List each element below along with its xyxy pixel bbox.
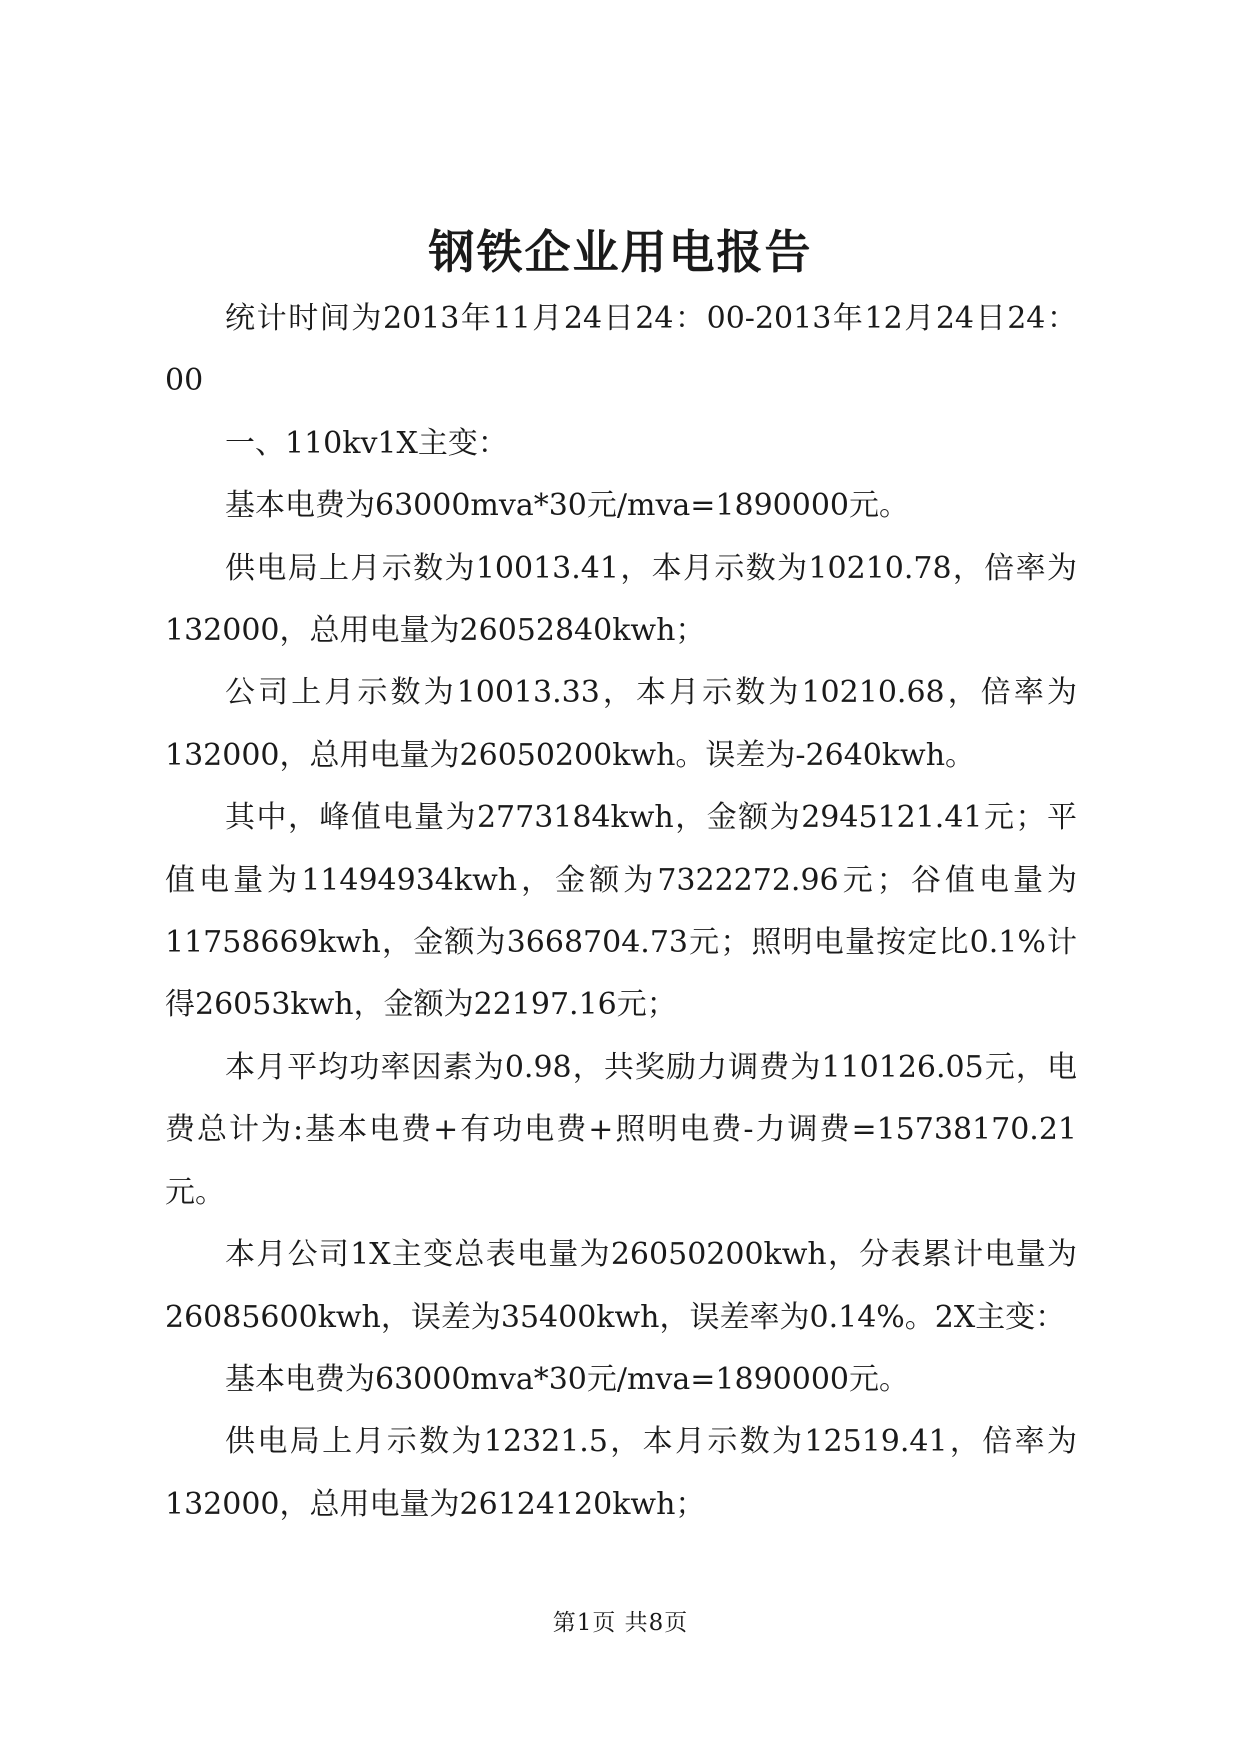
paragraph-peak-flat-valley: 其中，峰值电量为2773184kwh，金额为2945121.41元；平值电量为11494934kwh，金额为7322272.96元；谷值电量为11758669kwh，金额为3668704.73元；照明电量按定比0.1%计得26053kwh，金额为22197.16元；	[165, 800, 1077, 1023]
document-title: 钢铁企业用电报告	[428, 225, 813, 279]
paragraph-basic-fee: 基本电费为63000mva*30元/mva=1890000元。	[225, 488, 910, 524]
paragraph-utility-reading: 供电局上月示数为10013.41，本月示数为10210.78，倍率为132000，总用电量为26052840kwh；	[165, 550, 1077, 649]
paragraph-utility-reading-2x: 供电局上月示数为12321.5，本月示数为12519.41，倍率为132000，总用电量为26124120kwh；	[165, 1424, 1077, 1522]
paragraph-basic-fee-2x: 基本电费为63000mva*30元/mva=1890000元。	[225, 1361, 910, 1397]
paragraph-power-factor: 本月平均功率因素为0.98，共奖励力调费为110126.05元，电费总计为:基本电费+有功电费+照明电费-力调费=15738170.21元。	[165, 1049, 1077, 1210]
document-body	[165, 288, 1077, 1536]
page-number: 第1页 共8页	[552, 1610, 689, 1636]
paragraph-company-reading: 公司上月示数为10013.33，本月示数为10210.68，倍率为132000，总用电量为26050200kwh。误差为-2640kwh。	[165, 675, 1077, 773]
paragraph-section-heading: 一、110kv1X主变：	[225, 425, 508, 461]
paragraph-meter-error: 本月公司1X主变总表电量为26050200kwh，分表累计电量为26085600kwh，误差为35400kwh，误差率为0.14%。2X主变：	[165, 1237, 1077, 1335]
paragraph-time-range: 统计时间为2013年11月24日24：00-2013年12月24日24：00	[165, 301, 1077, 399]
